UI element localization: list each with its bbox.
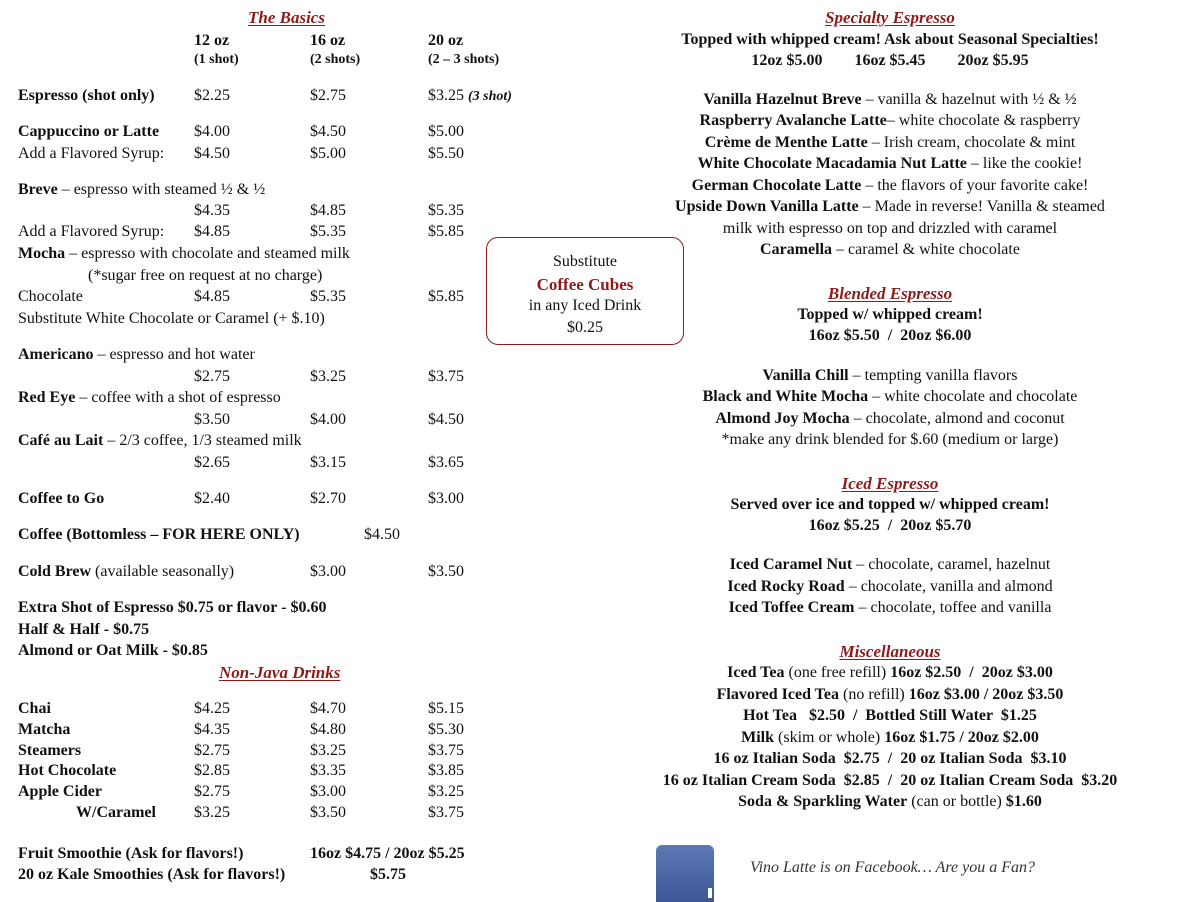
size-header-12: 12 oz (194, 32, 230, 49)
cap-syrup-p12: $4.50 (194, 145, 230, 162)
redeye-p16: $4.00 (310, 411, 346, 428)
iced-prices: 16oz $5.25 / 20oz $5.70 (808, 517, 972, 534)
cappuccino-name: Cappuccino or Latte (18, 123, 160, 140)
size-header-20: 20 oz (428, 32, 464, 49)
cubes-line1: Substitute (552, 253, 617, 270)
specialty-item-1: Vanilla Hazelnut Breve – vanilla & hazelnut with ½ & ½ (703, 91, 1077, 108)
w-caramel-p12: $3.25 (194, 804, 230, 821)
espresso-p20: $3.25 (3 shot) (428, 87, 512, 104)
substitute-note: Substitute White Chocolate or Caramel (+ $.10) (18, 310, 325, 327)
cafe-p12: $2.65 (194, 454, 230, 471)
steamers-p20: $3.75 (428, 742, 464, 759)
almond-oat: Almond or Oat Milk - $0.85 (18, 642, 208, 659)
chocolate-p20: $5.85 (428, 288, 464, 305)
breve-line: Breve – espresso with steamed ½ & ½ (18, 181, 266, 198)
breve-p12: $4.35 (194, 202, 230, 219)
facebook-text: Vino Latte is on Facebook… Are you a Fan? (750, 859, 1035, 876)
shot-header-12: (1 shot) (194, 52, 239, 67)
half-half: Half & Half - $0.75 (18, 621, 150, 638)
apple-cider-p12: $2.75 (194, 783, 230, 800)
misc-item-1: Iced Tea (one free refill) 16oz $2.50 / 20oz $3.00 (727, 664, 1053, 681)
specialty-item-6: Upside Down Vanilla Latte – Made in reverse! Vanilla & steamed (675, 198, 1105, 215)
blended-prices: 16oz $5.50 / 20oz $6.00 (808, 327, 972, 344)
hot-chocolate-p12: $2.85 (194, 762, 230, 779)
specialty-item-2: Raspberry Avalanche Latte– white chocolate & raspberry (699, 112, 1081, 129)
iced-item-2: Iced Rocky Road – chocolate, vanilla and almond (727, 578, 1053, 595)
misc-item-5: 16 oz Italian Soda $2.75 / 20 oz Italian Soda $3.10 (713, 750, 1067, 767)
chocolate-name: Chocolate (18, 288, 83, 305)
cubes-line4: $0.25 (567, 319, 603, 336)
kale-name: 20 oz Kale Smoothies (Ask for flavors!) (18, 866, 286, 883)
espresso-name: Espresso (shot only) (18, 87, 155, 104)
blended-title: Blended Espresso (827, 284, 953, 303)
blended-item-3: Almond Joy Mocha – chocolate, almond and coconut (715, 410, 1065, 427)
specialty-item-3: Crème de Menthe Latte – Irish cream, chocolate & mint (704, 134, 1076, 151)
chai-p16: $4.70 (310, 700, 346, 717)
chai-p20: $5.15 (428, 700, 464, 717)
redeye-line: Red Eye – coffee with a shot of espresso (18, 389, 281, 406)
specialty-prices: 12oz $5.00 16oz $5.45 20oz $5.95 (751, 52, 1029, 69)
redeye-p12: $3.50 (194, 411, 230, 428)
mocha-line: Mocha – espresso with chocolate and steamed milk (18, 245, 350, 262)
cold-brew-p12: $3.00 (310, 563, 346, 580)
americano-line: Americano – espresso and hot water (18, 346, 255, 363)
hot-chocolate-p16: $3.35 (310, 762, 346, 779)
basics-title: The Basics (248, 8, 325, 27)
w-caramel-name: W/Caramel (76, 804, 156, 821)
cafe-p20: $3.65 (428, 454, 464, 471)
espresso-p16: $2.75 (310, 87, 346, 104)
blended-item-2: Black and White Mocha – white chocolate and chocolate (702, 388, 1078, 405)
misc-item-2: Flavored Iced Tea (no refill) 16oz $3.00 / 20oz $3.50 (716, 686, 1064, 703)
misc-item-3: Hot Tea $2.50 / Bottled Still Water $1.25 (743, 707, 1037, 724)
bottomless-price: $4.50 (364, 526, 400, 543)
americano-p16: $3.25 (310, 368, 346, 385)
cap-syrup-p20: $5.50 (428, 145, 464, 162)
blended-item-1: Vanilla Chill – tempting vanilla flavors (762, 367, 1018, 384)
matcha-p12: $4.35 (194, 721, 230, 738)
coffee-go-p20: $3.00 (428, 490, 464, 507)
specialty-item-5: German Chocolate Latte – the flavors of your favorite cake! (691, 177, 1089, 194)
redeye-p20: $4.50 (428, 411, 464, 428)
misc-item-6: 16 oz Italian Cream Soda $2.85 / 20 oz Italian Cream Soda $3.20 (662, 772, 1118, 789)
espresso-p20-note: (3 shot) (468, 89, 512, 104)
breve-p20: $5.35 (428, 202, 464, 219)
hot-chocolate-name: Hot Chocolate (18, 762, 117, 779)
cappuccino-p12: $4.00 (194, 123, 230, 140)
misc-title: Miscellaneous (839, 642, 941, 661)
steamers-p12: $2.75 (194, 742, 230, 759)
blended-sub: Topped w/ whipped cream! (797, 306, 983, 323)
w-caramel-p20: $3.75 (428, 804, 464, 821)
cap-syrup-p16: $5.00 (310, 145, 346, 162)
breve-syrup-p12: $4.85 (194, 223, 230, 240)
breve-syrup-name: Add a Flavored Syrup: (18, 223, 165, 240)
size-header-16: 16 oz (310, 32, 346, 49)
iced-item-1: Iced Caramel Nut – chocolate, caramel, hazelnut (729, 556, 1051, 573)
smoothie-name: Fruit Smoothie (Ask for flavors!) (18, 845, 244, 862)
coffee-go-p16: $2.70 (310, 490, 346, 507)
bottomless-name: Coffee (Bottomless – FOR HERE ONLY) (18, 526, 300, 543)
hot-chocolate-p20: $3.85 (428, 762, 464, 779)
specialty-item-4: White Chocolate Macadamia Nut Latte – like the cookie! (697, 155, 1083, 172)
americano-p12: $2.75 (194, 368, 230, 385)
shot-header-16: (2 shots) (310, 52, 361, 67)
specialty-item-6-cont: milk with espresso on top and drizzled with caramel (722, 220, 1058, 237)
breve-syrup-p16: $5.35 (310, 223, 346, 240)
cubes-line3: in any Iced Drink (528, 297, 642, 314)
breve-syrup-p20: $5.85 (428, 223, 464, 240)
apple-cider-name: Apple Cider (18, 783, 102, 800)
cappuccino-p16: $4.50 (310, 123, 346, 140)
misc-item-7: Soda & Sparkling Water (can or bottle) $1.60 (738, 793, 1042, 810)
cap-syrup-name: Add a Flavored Syrup: (18, 145, 165, 162)
americano-p20: $3.75 (428, 368, 464, 385)
cafe-p16: $3.15 (310, 454, 346, 471)
misc-item-4: Milk (skim or whole) 16oz $1.75 / 20oz $2.00 (741, 729, 1039, 746)
espresso-p12: $2.25 (194, 87, 230, 104)
non-java-title: Non-Java Drinks (219, 663, 341, 682)
apple-cider-p20: $3.25 (428, 783, 464, 800)
iced-sub: Served over ice and topped w/ whipped cream! (730, 496, 1050, 513)
matcha-p16: $4.80 (310, 721, 346, 738)
smoothie-price: 16oz $4.75 / 20oz $5.25 (310, 845, 465, 862)
breve-p16: $4.85 (310, 202, 346, 219)
iced-item-3: Iced Toffee Cream – chocolate, toffee and vanilla (728, 599, 1052, 616)
chocolate-p12: $4.85 (194, 288, 230, 305)
matcha-p20: $5.30 (428, 721, 464, 738)
facebook-icon (656, 845, 714, 902)
chai-name: Chai (18, 700, 51, 717)
iced-title: Iced Espresso (841, 474, 939, 493)
chocolate-p16: $5.35 (310, 288, 346, 305)
w-caramel-p16: $3.50 (310, 804, 346, 821)
specialty-sub: Topped with whipped cream! Ask about Seasonal Specialties! (681, 31, 1099, 48)
coffee-go-p12: $2.40 (194, 490, 230, 507)
specialty-title: Specialty Espresso (825, 8, 955, 27)
coffee-go-name: Coffee to Go (18, 490, 105, 507)
steamers-name: Steamers (18, 742, 82, 759)
matcha-name: Matcha (18, 721, 71, 738)
chai-p12: $4.25 (194, 700, 230, 717)
cappuccino-p20: $5.00 (428, 123, 464, 140)
steamers-p16: $3.25 (310, 742, 346, 759)
mocha-note: (*sugar free on request at no charge) (88, 267, 323, 284)
cafe-line: Café au Lait – 2/3 coffee, 1/3 steamed milk (18, 432, 302, 449)
specialty-item-7: Caramella – caramel & white chocolate (760, 241, 1020, 258)
blended-note: *make any drink blended for $.60 (medium or large) (721, 431, 1059, 448)
cold-brew-line: Cold Brew (available seasonally) (18, 563, 235, 580)
extra-shot: Extra Shot of Espresso $0.75 or flavor - $0.60 (18, 599, 327, 616)
apple-cider-p16: $3.00 (310, 783, 346, 800)
kale-price: $5.75 (370, 866, 406, 883)
shot-header-20: (2 – 3 shots) (428, 52, 500, 67)
cold-brew-p20: $3.50 (428, 563, 464, 580)
cubes-line2: Coffee Cubes (536, 275, 634, 294)
